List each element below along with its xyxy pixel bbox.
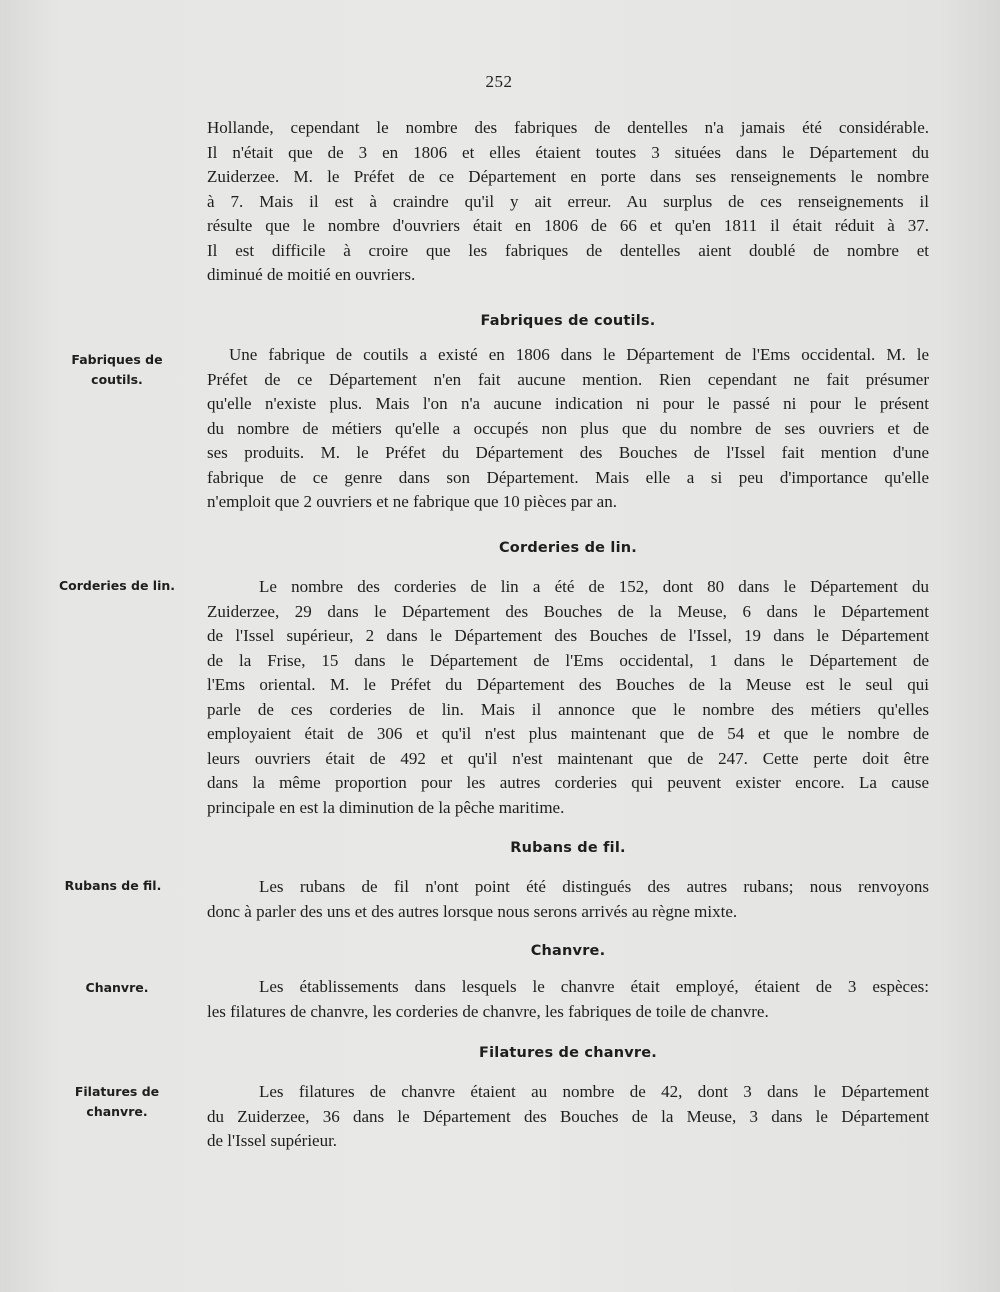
text-line: leurs ouvriers était de 492 et qu'il n'est maintenant que de 247. Cette perte doit être: [207, 748, 929, 768]
section-heading-coutils: Fabriques de coutils.: [480, 313, 656, 329]
text-line: Le nombre des corderies de lin a été de 152, dont 80 dans le Département du: [259, 577, 929, 596]
margin-note-rubans: [38, 876, 188, 896]
text-line: dans la même proportion pour les autres corderies qui peuvent exister encore. La cause: [207, 773, 929, 792]
text-line: Zuiderzee, 29 dans le Département des Bouches de la Meuse, 6 dans le Département: [207, 601, 929, 621]
text-line: ses produits. M. le Préfet du Département des Bouches de l'Issel fait mention d'une: [207, 443, 929, 462]
margin-note-line: Filatures de: [74, 1084, 160, 1099]
paragraph-chanvre: [207, 975, 929, 1024]
text-line: diminué de moitié en ouvriers.: [207, 265, 416, 284]
margin-note-line: chanvre.: [86, 1104, 148, 1119]
text-line: de la Frise, 15 dans le Département de l'Ems occidental, 1 dans le Département de: [207, 650, 929, 670]
section-heading-rubans: Rubans de fil.: [510, 840, 626, 856]
text-line: parle de ces corderies de lin. Mais il annonce que le nombre des métiers qu'elles: [207, 699, 929, 719]
section-heading-corderies: Corderies de lin.: [498, 540, 638, 556]
text-line: Préfet de ce Département n'en fait aucune mention. Rien cependant ne fait présumer: [207, 369, 929, 389]
section-heading-chanvre: Chanvre.: [530, 943, 606, 959]
text-line: Les rubans de fil n'ont point été distingués des autres rubans; nous renvoyons: [259, 877, 929, 896]
margin-note-line: Fabriques de: [71, 352, 163, 367]
text-line: les filatures de chanvre, les corderies de chanvre, les fabriques de toile de chanvre.: [207, 1001, 769, 1021]
margin-note-corderies: [42, 576, 192, 596]
paragraph-coutils: [207, 343, 929, 515]
text-line: employaient était de 306 et qu'il n'est plus maintenant que de 54 et que le nombre de: [207, 724, 929, 743]
text-line: résulte que le nombre d'ouvriers était en 1806 de 66 et qu'en 1811 il était réduit à 37.: [207, 216, 929, 235]
margin-note-line: coutils.: [91, 372, 143, 387]
text-line: Il n'était que de 3 en 1806 et elles étaient toutes 3 situées dans le Département du: [207, 142, 929, 162]
text-line: n'emploit que 2 ouvriers et ne fabrique que 10 pièces par an.: [207, 492, 617, 511]
page-number: 252: [485, 72, 513, 91]
text-line: donc à parler des uns et des autres lorsque nous serons arrivés au règne mixte.: [207, 901, 738, 921]
intro-paragraph: [207, 116, 929, 288]
text-line: Les filatures de chanvre étaient au nombre de 42, dont 3 dans le Département: [259, 1082, 929, 1101]
text-line: Il est difficile à croire que les fabriques de dentelles aient doublé de nombre et: [207, 240, 929, 260]
text-line: Les établissements dans lesquels le chanvre était employé, étaient de 3 espèces:: [259, 977, 929, 996]
paragraph-corderies: [207, 575, 929, 820]
margin-note-coutils: [42, 350, 192, 390]
text-line: fabrique de ce genre dans son Département. Mais elle a si peu d'importance qu'elle: [207, 467, 929, 487]
text-line: du nombre de métiers qu'elle a occupés non plus que du nombre de ses ouvriers et de: [207, 418, 929, 438]
margin-note-line: Rubans de fil.: [64, 878, 162, 893]
text-line: Hollande, cependant le nombre des fabriques de dentelles n'a jamais été considérable.: [207, 118, 929, 137]
text-line: Une fabrique de coutils a existé en 1806 dans le Département de l'Ems occidental. M. le: [229, 345, 929, 364]
paragraph-filatures: [207, 1080, 929, 1154]
text-line: de l'Issel supérieur, 2 dans le Département des Bouches de l'Issel, 19 dans le Département: [207, 626, 929, 645]
text-line: principale en est la diminution de la pêche maritime.: [207, 797, 565, 817]
margin-note-chanvre: [42, 978, 192, 998]
text-line: du Zuiderzee, 36 dans le Département des Bouches de la Meuse, 3 dans le Département: [207, 1106, 929, 1126]
margin-note-filatures: [42, 1082, 192, 1122]
text-line: qu'elle n'existe plus. Mais l'on n'a aucune indication ni pour le passé ni pour le présent: [207, 394, 929, 413]
paragraph-rubans: [207, 875, 929, 924]
text-line: Zuiderzee. M. le Préfet de ce Département en porte dans ses renseignements le nombre: [207, 167, 929, 186]
text-line: à 7. Mais il est à craindre qu'il y ait erreur. Au surplus de ces renseignements il: [207, 191, 929, 211]
margin-note-line: Corderies de lin.: [58, 578, 176, 593]
margin-note-line: Chanvre.: [85, 980, 149, 995]
section-heading-filatures: Filatures de chanvre.: [479, 1045, 657, 1061]
text-line: de l'Issel supérieur.: [207, 1131, 338, 1150]
text-line: l'Ems oriental. M. le Préfet du Département des Bouches de la Meuse est le seul qui: [207, 675, 929, 694]
